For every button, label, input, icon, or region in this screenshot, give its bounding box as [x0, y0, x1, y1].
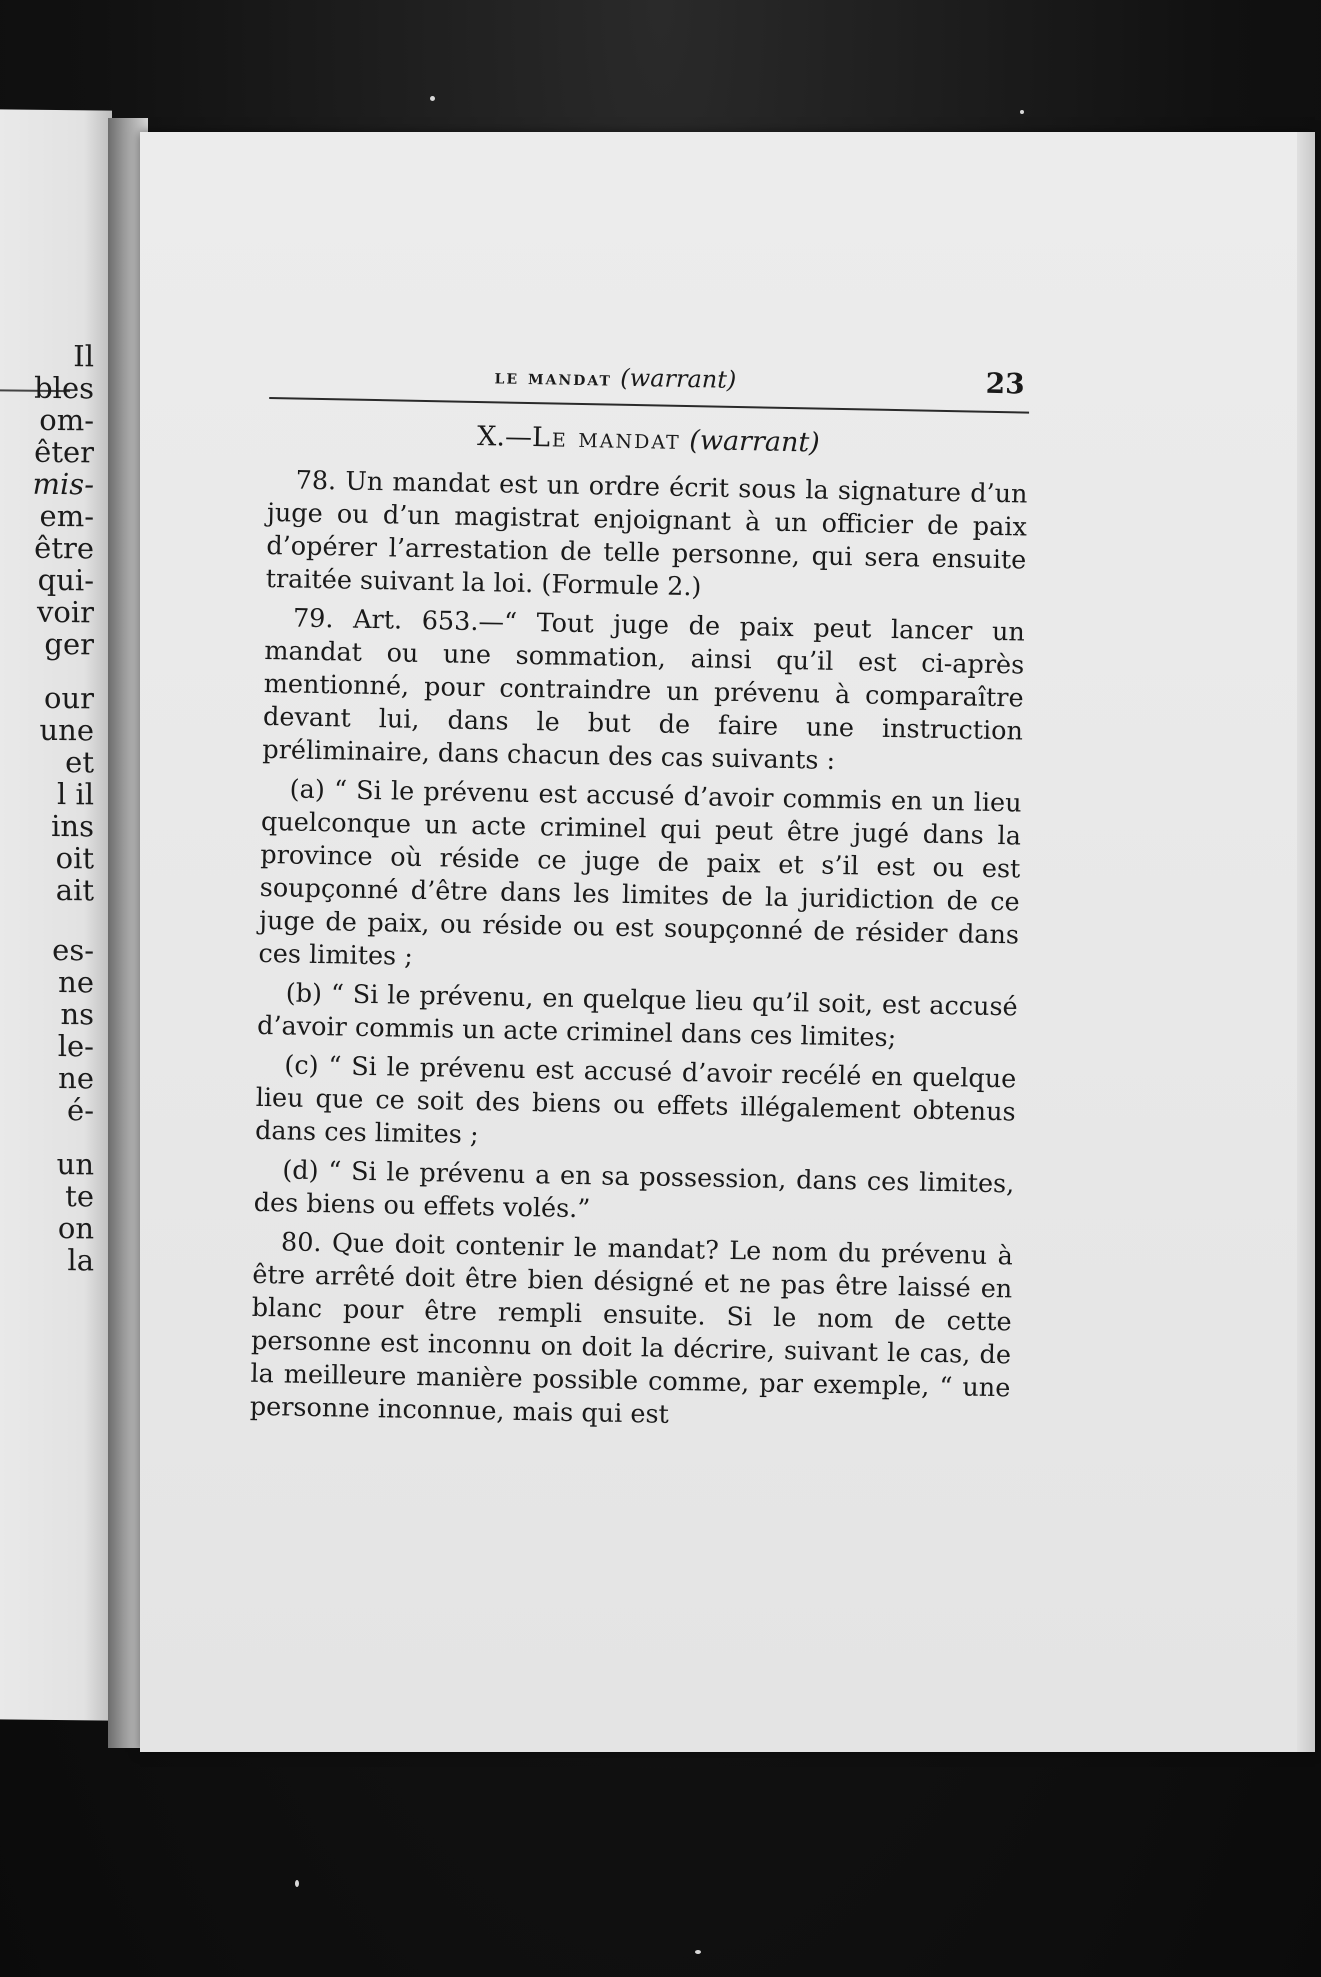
left-page-fragment: ne	[58, 965, 94, 1000]
left-page-fragment: our	[44, 680, 94, 716]
left-page-fragment: em-	[39, 498, 94, 534]
scan-speck	[295, 1880, 299, 1887]
section-heading	[268, 417, 1028, 463]
running-head	[269, 357, 1030, 414]
left-page-fragment: mis-	[32, 466, 94, 502]
section-title: Le mandat	[531, 422, 682, 456]
left-page-fragment: le-	[57, 1029, 94, 1064]
section-number: X.—	[476, 420, 533, 454]
left-page-fragment: un	[56, 1147, 94, 1182]
left-page-fragment: oit	[55, 840, 94, 876]
paragraph-80: 80. Que doit contenir le mandat? Le nom du prévenu à être arrêté doit être bien désigné et ne pas être laissé en blanc pour être rempli ensuite. Si le nom de cette personne est inconnu on doit la décrire, suivant le cas, de la meilleure manière possible comme, par exemple, “ une personne inconnue, mais qui est	[249, 1227, 1014, 1430]
left-page-fragment: ns	[60, 997, 94, 1032]
left-page-fragment: te	[65, 1179, 94, 1214]
paragraph-79: 79. Art. 653.—“ Tout juge de paix peut lancer un mandat ou une sommation, ainsi qu’il est ci-après mentionné, pour contraindre un prévenu à comparaître devant lui, dans le but de faire une instruction préliminaire, dans chacun des cas suivants :	[262, 603, 1026, 776]
scan-speck	[430, 96, 435, 101]
clause-a: (a) “ Si le prévenu est accusé d’avoir commis en un lieu quelconque un acte criminel qui peut être jugé dans la province où réside ce juge de paix et s’il est ou est soupçonné d’être dans les limites de la juridiction de ce juge de paix, ou réside ou est soupçonné de résider dans ces limites ;	[258, 774, 1022, 972]
left-page-fragment: Il	[73, 339, 94, 374]
book-page	[140, 132, 1315, 1752]
section-title-italic: (warrant)	[689, 425, 821, 459]
left-page-fragment: voir	[37, 594, 94, 630]
page-number: 23	[985, 366, 1025, 401]
left-page-fragment: ger	[44, 626, 94, 662]
left-page-fragment: qui-	[37, 562, 94, 598]
left-page-fragment: ins	[51, 808, 94, 844]
clause-c: (c) “ Si le prévenu est accusé d’avoir recélé en quelque lieu que ce soit des biens ou effets illégalement obtenus dans ces limites ;	[254, 1050, 1017, 1151]
left-page-fragment: é-	[67, 1093, 94, 1128]
page-edge	[1297, 132, 1315, 1752]
running-title	[494, 361, 736, 394]
left-page-fragment: ne	[58, 1061, 94, 1096]
left-facing-page	[0, 109, 112, 1720]
left-page-fragment: on	[57, 1211, 94, 1246]
paragraph-78: 78. Un mandat est un ordre écrit sous la signature d’un juge ou d’un magistrat enjoignant à un officier de paix d’opérer l’arrestation de telle personne, qui sera ensuite traitée suivant la loi. (Formule 2.)	[265, 465, 1028, 603]
left-page-fragment: êter	[34, 434, 94, 470]
left-page-fragment: l il	[56, 777, 94, 812]
left-page-fragment: être	[34, 530, 94, 566]
left-page-fragment: une	[39, 712, 94, 748]
left-page-fragment: ait	[55, 872, 94, 908]
page-text-block	[249, 357, 1029, 1444]
left-page-fragment: et	[65, 745, 94, 780]
left-page-fragment: om-	[39, 402, 94, 438]
scan-speck	[695, 1950, 701, 1954]
scan-speck	[1020, 110, 1024, 114]
clause-d: (d) “ Si le prévenu a en sa possession, dans ces limites, des biens ou effets volés.”	[253, 1155, 1015, 1225]
left-page-fragment: es-	[52, 932, 94, 968]
left-page-fragment: la	[67, 1243, 94, 1278]
running-title-italic: (warrant)	[620, 363, 737, 394]
running-title-text: le mandat	[494, 364, 613, 391]
left-page-fragment: bles	[34, 370, 94, 406]
clause-b: (b) “ Si le prévenu, en quelque lieu qu’il soit, est accusé d’avoir commis un acte criminel dans ces limites;	[256, 978, 1018, 1054]
